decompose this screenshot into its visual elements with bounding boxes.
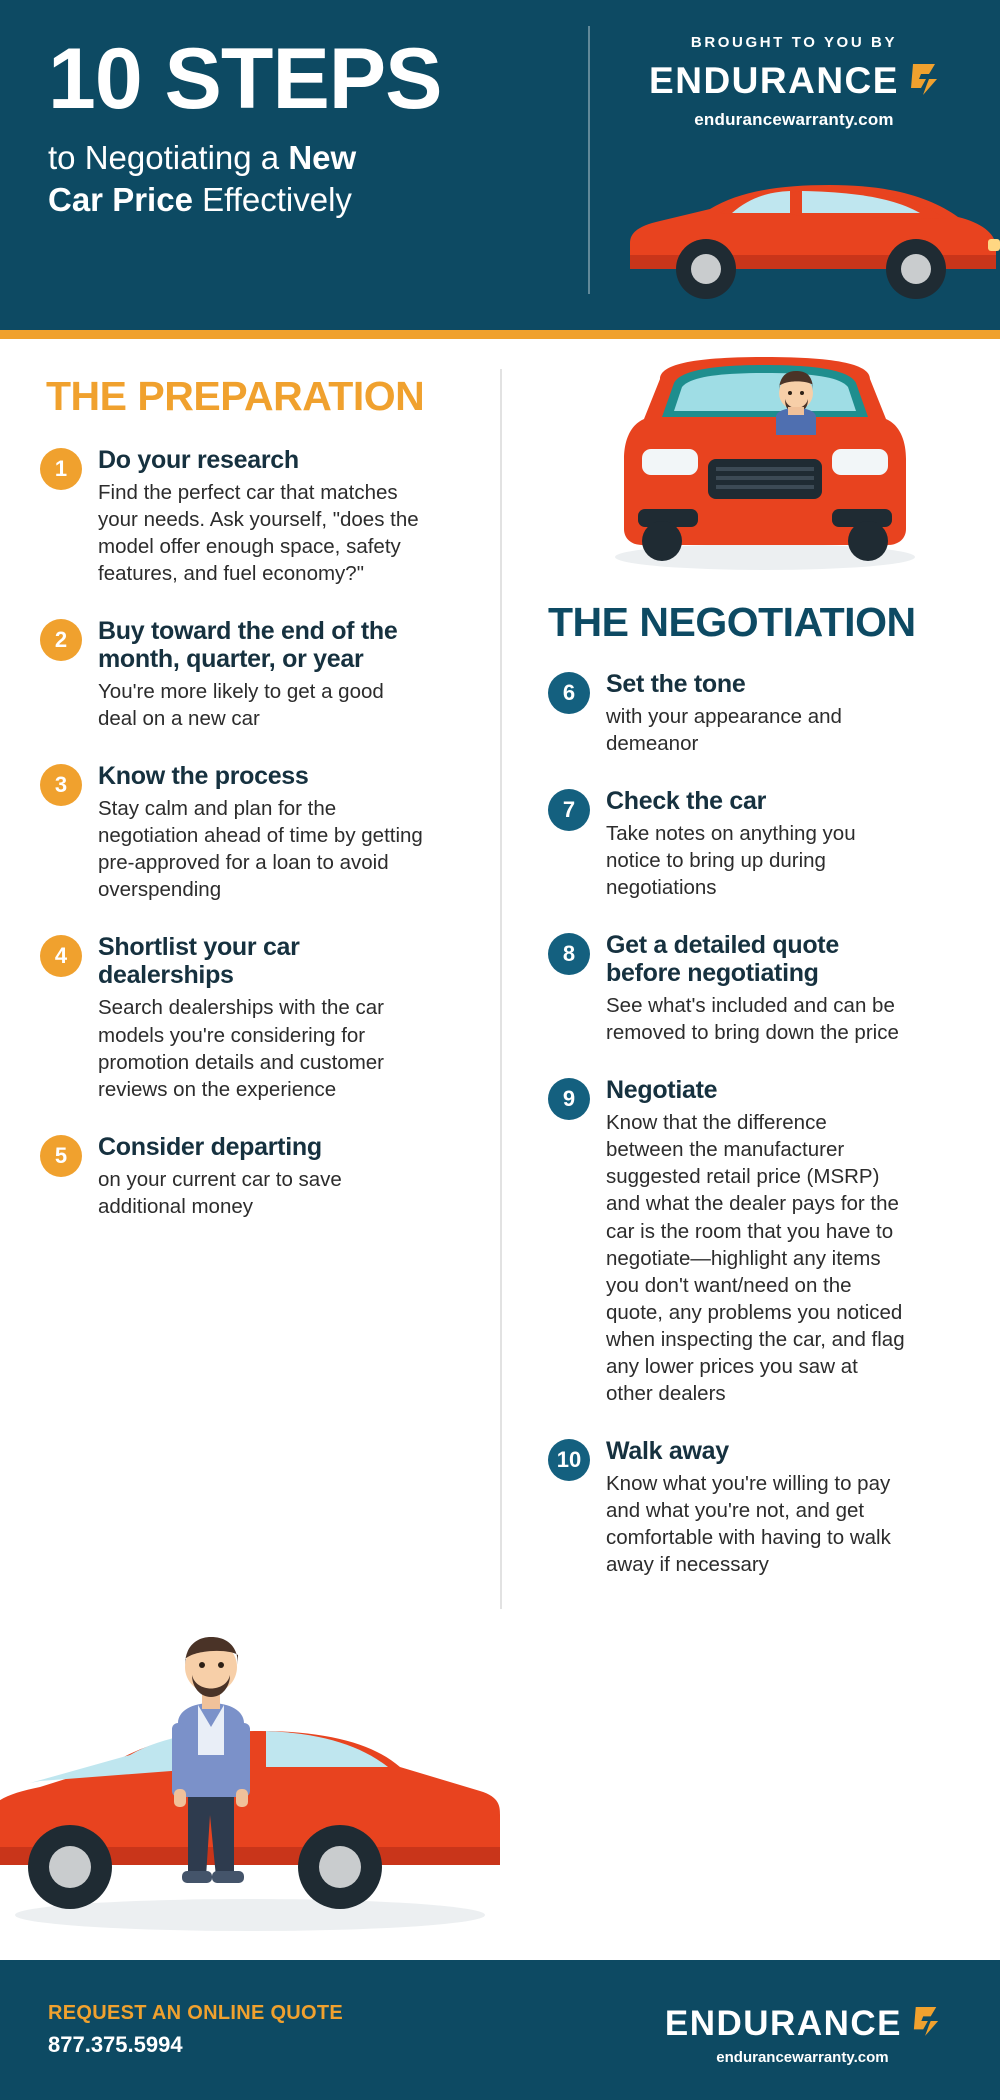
step-body <box>98 446 428 587</box>
red-car-front-with-driver-icon <box>600 349 930 584</box>
header-divider <box>588 26 590 294</box>
list-item <box>548 670 1000 757</box>
list-item <box>40 446 500 587</box>
subtitle-part-1: to Negotiating a <box>48 139 289 177</box>
step-number-badge: 8 <box>548 933 590 975</box>
step-body <box>606 1076 906 1407</box>
step-title: Consider departing <box>98 1132 322 1161</box>
endurance-flag-logo-icon <box>909 62 939 101</box>
body <box>0 339 1000 1960</box>
step-title: Set the tone <box>606 670 746 698</box>
subtitle-bold-1: New <box>288 139 357 177</box>
step-text: on your current car to save additional money <box>98 1167 342 1218</box>
brand-block <box>588 0 1000 330</box>
step-text: You're more likely to get a good deal on a new car <box>98 680 384 731</box>
step-number-badge: 1 <box>40 448 82 490</box>
step-text: Know that the difference between the manufacturer suggested retail price (MSRP) and what the dealer pays for the car is the room that you have to negotiate—highlight any items you don't want/need on the quote, any problems you noticed when inspecting the car, and flag any lower prices you saw at other dealers <box>606 1111 905 1405</box>
request-quote-label[interactable]: REQUEST AN ONLINE QUOTE <box>48 2002 344 2024</box>
footer-brand-logo <box>665 2004 940 2044</box>
step-text: See what's included and can be removed to bring down the price <box>606 994 899 1045</box>
brand-name: ENDURANCE <box>649 60 899 101</box>
list-item <box>40 933 500 1102</box>
step-body <box>606 1437 906 1578</box>
step-title: Do your research <box>98 446 299 474</box>
section-title-preparation: THE PREPARATION <box>46 373 425 419</box>
step-title: Know the process <box>98 762 309 791</box>
list-item <box>40 762 500 903</box>
step-number-badge: 6 <box>548 672 590 714</box>
accent-bar <box>0 330 1000 339</box>
list-item <box>40 1133 500 1220</box>
step-body <box>606 670 906 757</box>
brand-logo <box>588 60 1000 102</box>
step-number-badge: 9 <box>548 1078 590 1120</box>
header <box>0 0 1000 330</box>
list-item <box>548 1437 1000 1578</box>
step-title: Negotiate <box>606 1076 718 1105</box>
preparation-steps <box>40 446 500 1220</box>
brand-url: endurancewarranty.com <box>694 110 894 129</box>
list-item <box>548 1076 1000 1407</box>
step-title: Buy toward the end of the month, quarter, or year <box>98 617 398 674</box>
step-body <box>98 617 428 732</box>
list-item <box>40 617 500 732</box>
step-text: with your appearance and demeanor <box>606 705 842 756</box>
list-item <box>548 931 1000 1046</box>
endurance-flag-logo-icon <box>912 2005 940 2042</box>
step-number-badge: 7 <box>548 789 590 831</box>
step-text: Stay calm and plan for the negotiation ahead of time by getting pre-approved for a loan to avoid overspending <box>98 797 423 902</box>
page-title: 10 STEPS <box>48 31 442 127</box>
step-number-badge: 10 <box>548 1439 590 1481</box>
negotiation-steps <box>548 670 1000 1578</box>
step-title: Check the car <box>606 787 767 816</box>
phone-number[interactable]: 877.375.5994 <box>48 2032 183 2057</box>
step-number-badge: 5 <box>40 1135 82 1177</box>
step-text: Take notes on anything you notice to bring up during negotiations <box>606 822 856 900</box>
subtitle-part-2: Effectively <box>192 181 352 219</box>
negotiation-column <box>500 339 1000 1960</box>
step-number-badge: 2 <box>40 619 82 661</box>
step-body <box>606 931 906 1046</box>
brought-to-you-by-label: BROUGHT TO YOU BY <box>690 34 898 51</box>
step-body <box>98 933 428 1102</box>
step-title: Walk away <box>606 1436 729 1465</box>
subtitle-bold-2: Car Price <box>48 181 193 219</box>
preparation-column <box>0 339 500 1960</box>
man-standing-next-to-red-car-icon <box>0 1615 500 1950</box>
footer-brand-name: ENDURANCE <box>664 2003 902 2043</box>
step-title: Get a detailed quote before negotiating <box>606 931 839 988</box>
list-item <box>548 787 1000 901</box>
step-body <box>606 787 906 901</box>
step-number-badge: 4 <box>40 935 82 977</box>
step-body <box>98 762 428 903</box>
step-text: Know what you're willing to pay and what you're not, and get comfortable with having to walk away if necessary <box>606 1471 891 1576</box>
page-subtitle <box>48 137 548 221</box>
footer-url[interactable]: endurancewarranty.com <box>716 2048 889 2066</box>
step-title: Shortlist your car dealerships <box>98 933 300 990</box>
footer-cta-block <box>48 2002 343 2058</box>
footer <box>0 1960 1000 2100</box>
section-title-negotiation: THE NEGOTIATION <box>548 599 916 645</box>
step-body <box>98 1133 428 1220</box>
header-title-block <box>0 0 588 330</box>
step-number-badge: 3 <box>40 764 82 806</box>
footer-brand-block <box>665 1995 960 2066</box>
step-text: Find the perfect car that matches your needs. Ask yourself, "does the model offer enough space, safety features, and fuel economy?" <box>98 481 419 586</box>
step-text: Search dealerships with the car models you're considering for promotion details and customer reviews on the experience <box>98 996 385 1101</box>
